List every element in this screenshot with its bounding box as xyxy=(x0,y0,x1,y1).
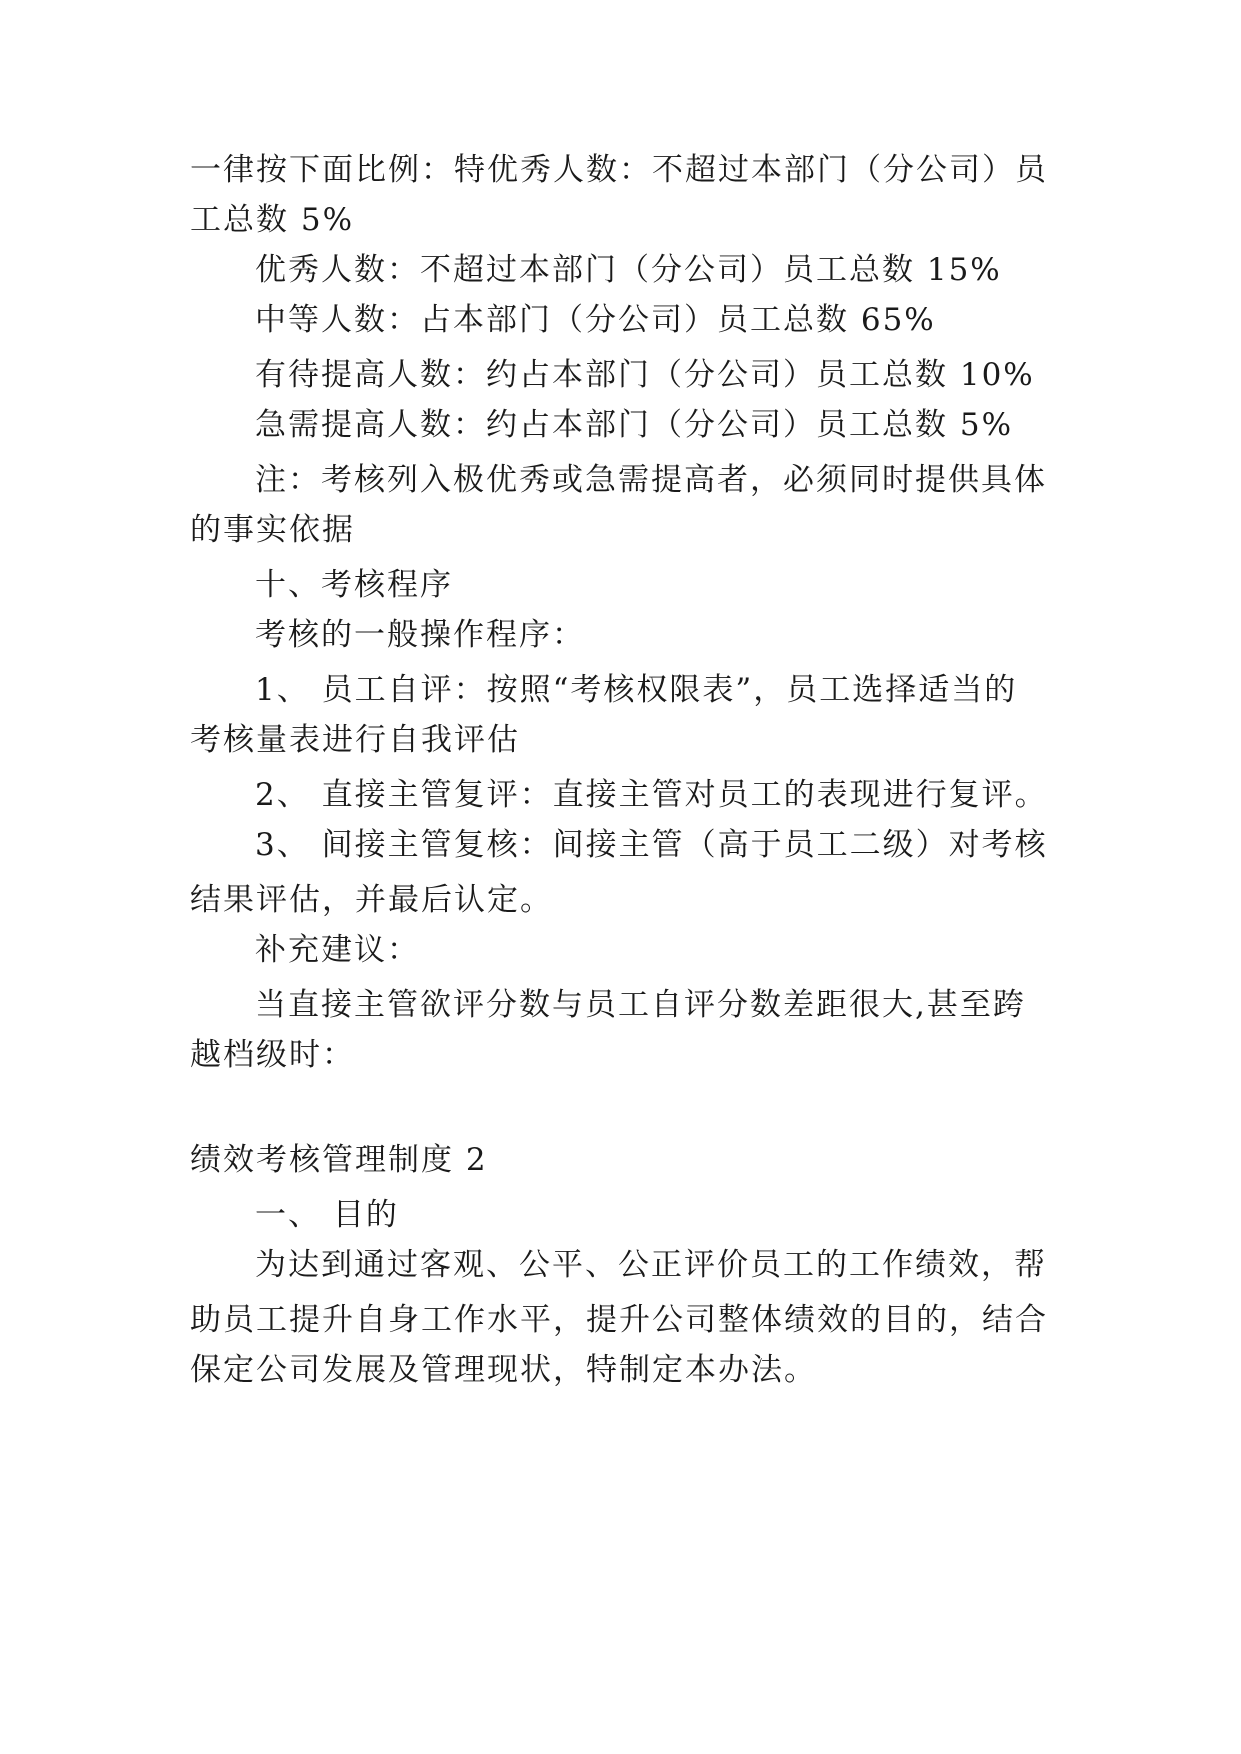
paragraph-line: 中等人数：占本部门（分公司）员工总数 65% xyxy=(255,302,936,338)
paragraph-line: 一律按下面比例：特优秀人数：不超过本部门（分公司）员 xyxy=(190,152,1048,188)
section-heading: 十、考核程序 xyxy=(255,567,453,603)
paragraph-line: 结果评估，并最后认定。 xyxy=(190,882,553,918)
list-item: 3、 间接主管复核：间接主管（高于员工二级）对考核 xyxy=(255,827,1048,863)
paragraph-line: 补充建议： xyxy=(255,932,420,968)
paragraph-line: 注：考核列入极优秀或急需提高者，必须同时提供具体 xyxy=(255,462,1047,498)
paragraph-line: 考核量表进行自我评估 xyxy=(190,722,520,758)
paragraph-line: 为达到通过客观、公平、公正评价员工的工作绩效，帮 xyxy=(255,1247,1047,1283)
paragraph-line: 优秀人数：不超过本部门（分公司）员工总数 15% xyxy=(255,252,1002,288)
paragraph-line: 急需提高人数：约占本部门（分公司）员工总数 5% xyxy=(255,407,1014,443)
paragraph-line: 助员工提升自身工作水平，提升公司整体绩效的目的，结合 xyxy=(190,1302,1048,1338)
paragraph-line: 考核的一般操作程序： xyxy=(255,617,585,653)
document-title: 绩效考核管理制度 2 xyxy=(190,1142,488,1178)
paragraph-line: 越档级时： xyxy=(190,1037,355,1073)
paragraph-line: 工总数 5% xyxy=(190,202,355,238)
list-item: 2、 直接主管复评：直接主管对员工的表现进行复评。 xyxy=(255,777,1048,813)
paragraph-line: 有待提高人数：约占本部门（分公司）员工总数 10% xyxy=(255,357,1035,393)
paragraph-line: 的事实依据 xyxy=(190,512,355,548)
section-heading: 一、 目的 xyxy=(255,1197,399,1233)
paragraph-line: 保定公司发展及管理现状，特制定本办法。 xyxy=(190,1352,817,1388)
list-item: 1、 员工自评：按照“考核权限表”，员工选择适当的 xyxy=(255,672,1018,708)
paragraph-line: 当直接主管欲评分数与员工自评分数差距很大,甚至跨 xyxy=(255,987,1026,1023)
